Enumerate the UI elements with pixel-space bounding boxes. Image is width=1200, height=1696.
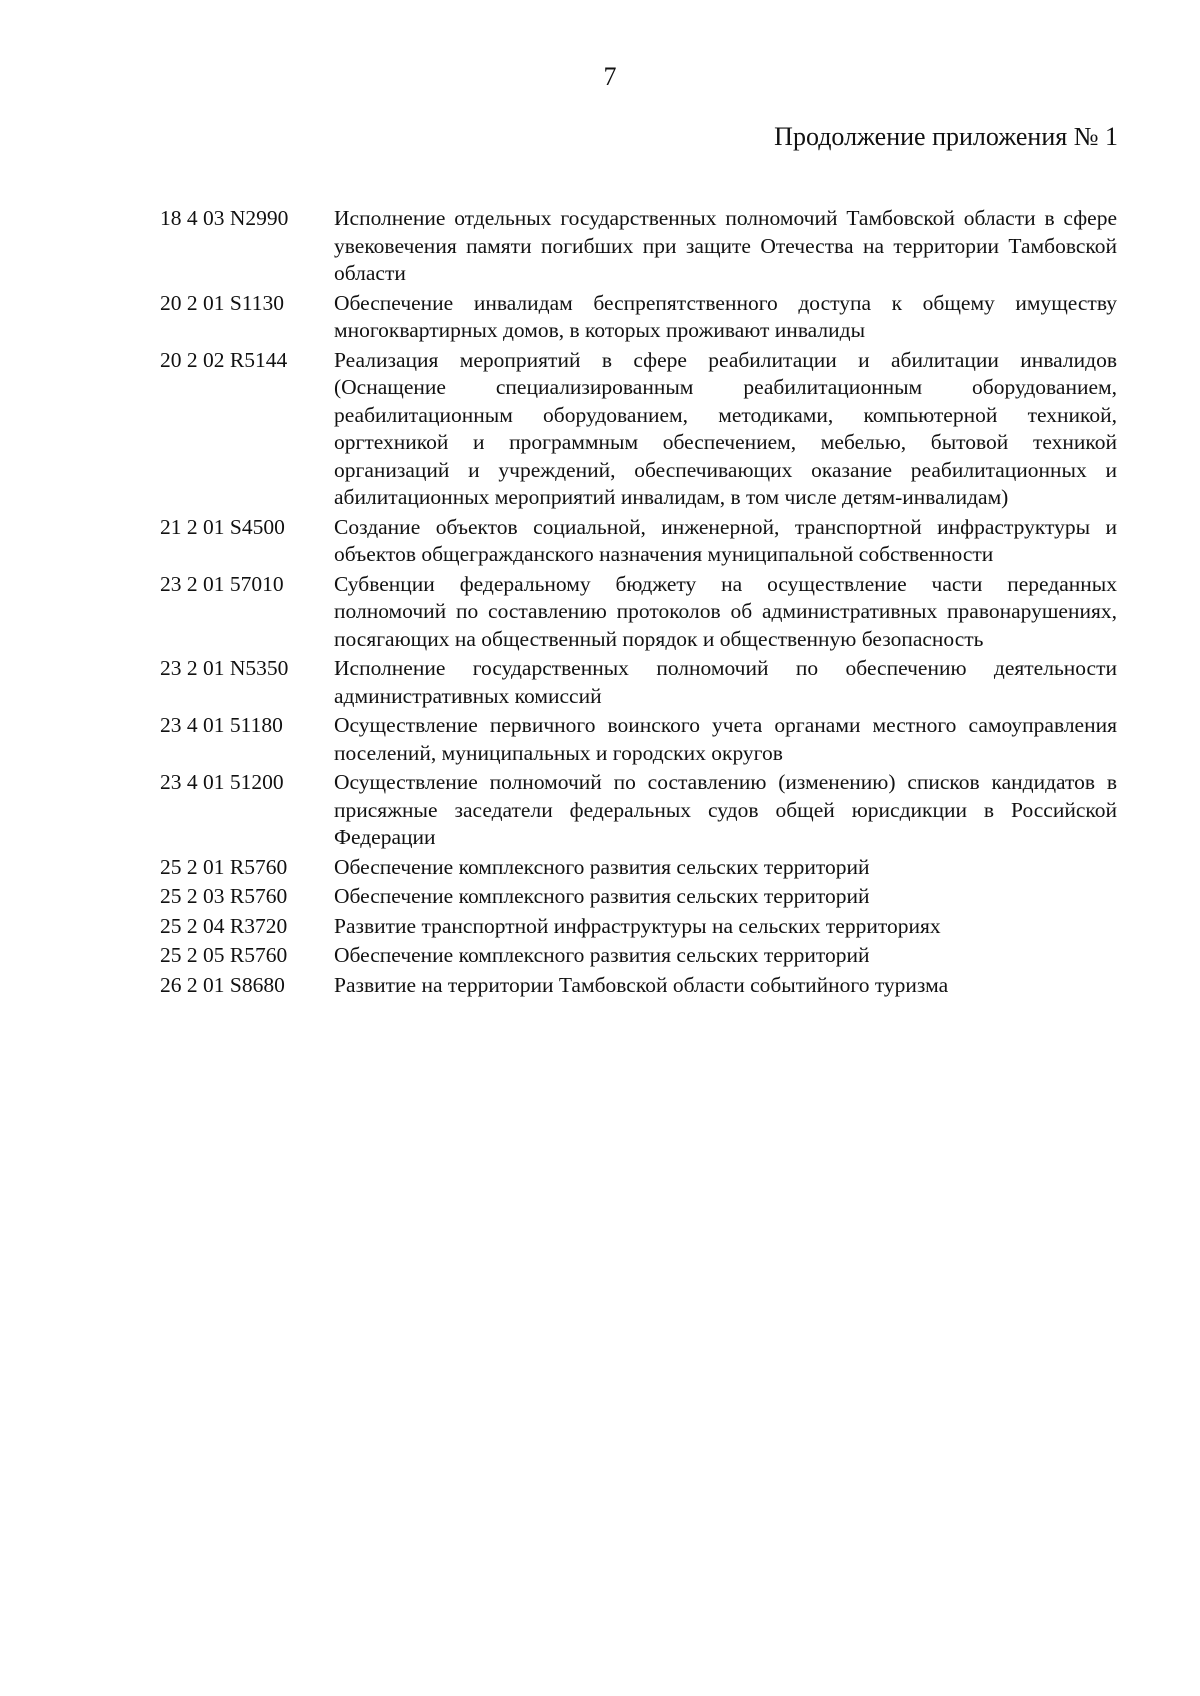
code-description: Осуществление полномочий по составлению (изменению) списков кандидатов в присяжные заседатели федеральных судов общей юрисдикции в Российской Федерации [334,770,1117,849]
code-description: Исполнение государственных полномочий по обеспечению деятельности административных комиссий [334,656,1117,708]
budget-code: 21 2 01 S4500 [160,514,285,539]
code-description: Реализация мероприятий в сфере реабилитации и абилитации инвалидов (Оснащение специализированным реабилитационным оборудованием, реабилитационным оборудованием, методиками, компьютерной техникой, оргтехникой и программным обеспечением, мебелью, бытовой техникой организаций и учреждений, обеспечивающих оказание реабилитационных и абилитационных мероприятий инвалидам, в том числе детям-инвалидам) [334,347,1117,509]
code-description: Субвенции федеральному бюджету на осуществление части переданных полномочий по составлению протоколов об административных правонарушениях, посягающих на общественный порядок и общественную безопасность [334,571,1117,651]
table-row [160,571,1117,656]
budget-code: 23 2 01 N5350 [160,656,289,680]
budget-code: 26 2 01 S8680 [160,972,285,997]
table-row [160,913,1117,943]
budget-code: 23 2 01 57010 [160,571,284,596]
budget-code: 20 2 01 S1130 [160,290,285,315]
table-row [160,290,1117,347]
code-description: Развитие транспортной инфраструктуры на сельских территориях [334,913,941,938]
budget-code: 23 4 01 51200 [160,770,284,794]
budget-code: 25 2 01 R5760 [160,854,288,879]
budget-code: 18 4 03 N2990 [160,206,289,230]
code-description: Обеспечение комплексного развития сельских территорий [334,854,870,879]
table-row [160,347,1117,514]
table-row [160,769,1117,854]
budget-code: 25 2 05 R5760 [160,943,288,967]
code-description: Развитие на территории Тамбовской области событийного туризма [334,972,949,997]
budget-code: 23 4 01 51180 [160,713,283,737]
table-row [160,205,1117,290]
budget-codes-table [160,205,1117,1001]
code-description: Осуществление первичного воинского учета органами местного самоуправления поселений, муниципальных и городских округов [334,713,1117,765]
table-row [160,655,1117,712]
table-row [160,712,1117,769]
table-row [160,514,1117,571]
appendix-continuation-heading: Продолжение приложения № 1 [774,122,1118,151]
code-description: Обеспечение комплексного развития сельских территорий [334,943,870,967]
code-description: Создание объектов социальной, инженерной, транспортной инфраструктуры и объектов общегражданского назначения муниципальной собственности [334,514,1117,566]
page-number: 7 [603,62,617,91]
code-description: Обеспечение комплексного развития сельских территорий [334,884,870,908]
table-row [160,854,1117,884]
budget-code: 25 2 04 R3720 [160,913,288,938]
table-row [160,972,1117,1002]
budget-code: 25 2 03 R5760 [160,884,288,908]
budget-code: 20 2 02 R5144 [160,347,288,372]
table-row [160,942,1117,972]
code-description: Исполнение отдельных государственных полномочий Тамбовской области в сфере увековечения памяти погибших при защите Отечества на территории Тамбовской области [334,206,1117,285]
code-description: Обеспечение инвалидам беспрепятственного доступа к общему имуществу многоквартирных домов, в которых проживают инвалиды [334,290,1117,342]
table-row [160,883,1117,913]
